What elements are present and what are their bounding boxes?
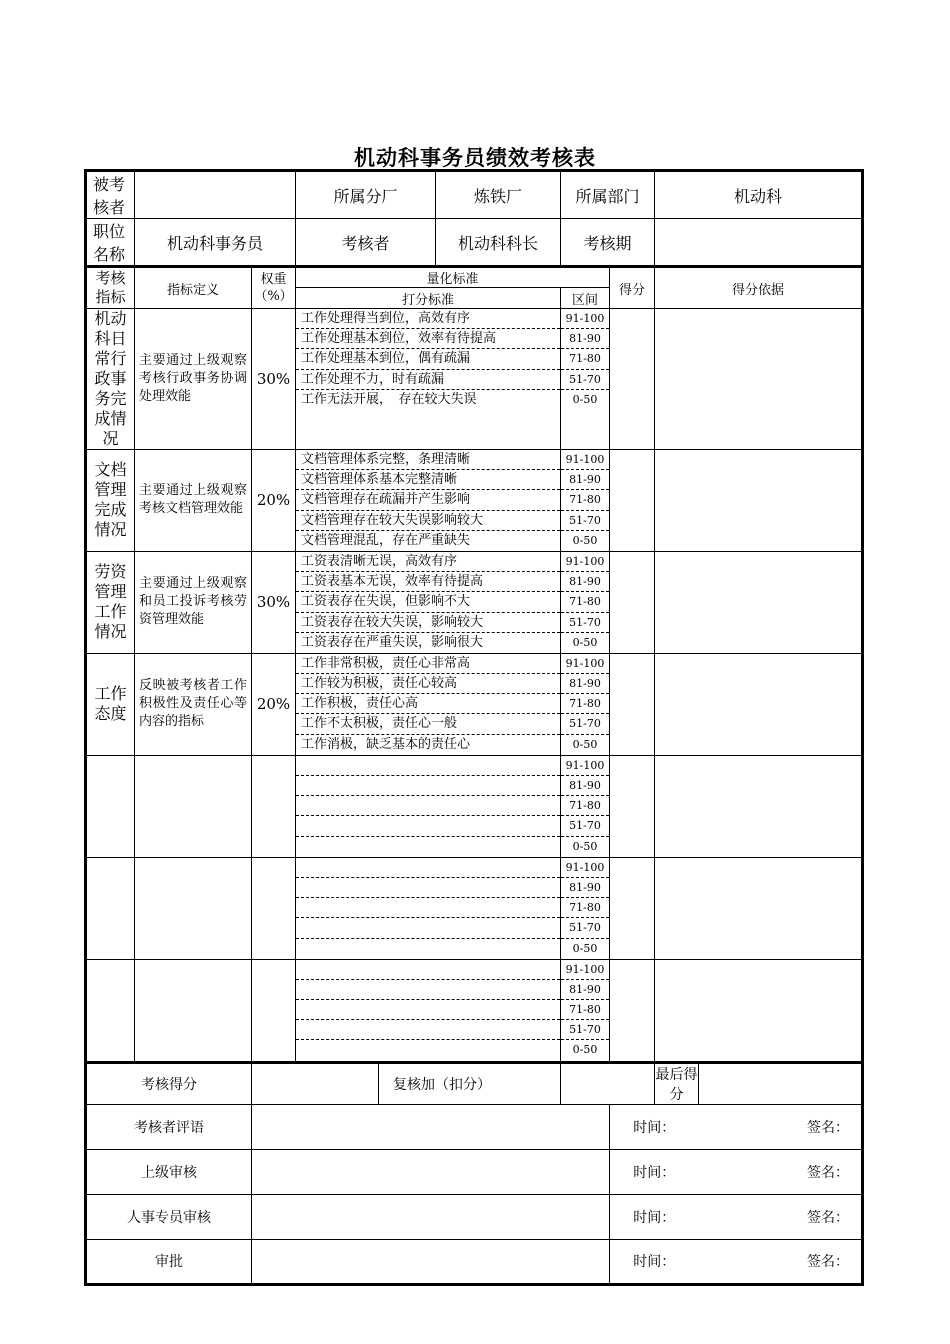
standard-line: 文档管理体系完整，条理清晰: [296, 450, 560, 470]
score-cell[interactable]: [610, 959, 655, 1062]
standard-line: [296, 816, 560, 836]
standard-line: 工作非常积极，责任心非常高: [296, 654, 560, 674]
range-value: 51-70: [561, 1020, 609, 1040]
standard-line: 工资表基本无误，效率有待提高: [296, 572, 560, 592]
appraisal-form: [84, 169, 864, 1286]
signature-label: 签名：: [699, 1149, 863, 1194]
final-label: 最后得分: [655, 1062, 699, 1104]
info-value: [135, 171, 296, 219]
standard-line: [296, 1000, 560, 1020]
indicator-row: [86, 959, 863, 1062]
range-column: [561, 450, 610, 552]
standard-line: [296, 960, 560, 980]
standard-line: 文档管理体系基本完整清晰: [296, 470, 560, 490]
range-value: 81-90: [561, 329, 609, 349]
range-value: 51-70: [561, 714, 609, 734]
indicator-name: 工作态度: [86, 653, 135, 755]
range-column: [561, 309, 610, 450]
range-value: 71-80: [561, 1000, 609, 1020]
standard-line: [296, 980, 560, 1000]
approval-label: 人事专员审核: [86, 1194, 252, 1239]
standard-line: 工作无法开展， 存在较大失误: [301, 391, 477, 407]
info-value: 炼铁厂: [436, 171, 561, 219]
standard-line: 文档管理存在较大失误影响较大: [296, 511, 560, 531]
header-score: 得分: [610, 267, 655, 309]
range-value: 71-80: [561, 349, 609, 369]
signature-label: 签名：: [699, 1194, 863, 1239]
standard-line: 工资表存在严重失误，影响很大: [301, 634, 484, 650]
indicator-row: [86, 309, 863, 450]
approval-field[interactable]: [252, 1239, 610, 1284]
range-value: 0-50: [572, 533, 598, 547]
indicator-row: [86, 551, 863, 653]
standard-line: [296, 776, 560, 796]
standard-line: [296, 1040, 560, 1060]
header-basis: 得分依据: [655, 267, 863, 309]
basis-cell[interactable]: [655, 959, 863, 1062]
indicator-row: [86, 857, 863, 959]
range-column: [561, 755, 610, 857]
indicator-row: [86, 653, 863, 755]
approval-field[interactable]: [252, 1104, 610, 1149]
score-cell[interactable]: [610, 653, 655, 755]
range-value: 51-70: [561, 370, 609, 390]
indicator-definition: [135, 959, 252, 1062]
indicator-definition: 主要通过上级观察考核行政事务协调处理效能: [135, 309, 252, 450]
standard-line: [296, 898, 560, 918]
indicator-weight: 30%: [252, 551, 296, 653]
indicator-name: 劳资管理工作情况: [86, 551, 135, 653]
range-column: [561, 857, 610, 959]
range-value: 81-90: [561, 470, 609, 490]
indicator-definition: 主要通过上级观察和员工投诉考核劳资管理效能: [135, 551, 252, 653]
range-value: 0-50: [572, 635, 598, 649]
range-value: 51-70: [561, 918, 609, 938]
approval-label: 审批: [86, 1239, 252, 1284]
score-field[interactable]: [252, 1062, 379, 1104]
page-title: 机动科事务员绩效考核表: [354, 145, 596, 170]
range-value: 91-100: [561, 552, 609, 572]
range-value: 71-80: [561, 490, 609, 510]
range-value: 91-100: [561, 654, 609, 674]
indicator-weight: [252, 857, 296, 959]
range-value: 0-50: [572, 941, 598, 955]
info-value: 机动科科长: [436, 219, 561, 267]
info-label: 所属部门: [561, 171, 655, 219]
score-cell[interactable]: [610, 857, 655, 959]
standard-line: 工作处理不力，时有疏漏: [296, 370, 560, 390]
info-label: 考核者: [296, 219, 436, 267]
range-column: [561, 959, 610, 1062]
range-value: 0-50: [572, 392, 598, 406]
info-value: [655, 219, 863, 267]
standard-line: [296, 858, 560, 878]
range-value: 91-100: [561, 960, 609, 980]
range-value: 81-90: [561, 980, 609, 1000]
basis-cell[interactable]: [655, 551, 863, 653]
standard-line: 工作消极，缺乏基本的责任心: [301, 736, 471, 752]
indicator-definition: 反映被考核者工作积极性及责任心等内容的指标: [135, 653, 252, 755]
standard-line: 工资表存在失误，但影响不大: [296, 592, 560, 612]
range-value: 0-50: [572, 1043, 598, 1057]
time-label: 时间：: [610, 1239, 699, 1284]
signature-label: 签名：: [699, 1104, 863, 1149]
info-label: 职位名称: [86, 219, 135, 267]
approval-label: 考核者评语: [86, 1104, 252, 1149]
info-label: 所属分厂: [296, 171, 436, 219]
standard-line: 工资表清晰无误，高效有序: [296, 552, 560, 572]
scoring-standards: [296, 653, 561, 755]
range-value: 81-90: [561, 572, 609, 592]
range-value: 91-100: [561, 858, 609, 878]
header-range: 区间: [561, 288, 610, 309]
standard-line: 工作积极，责任心高: [296, 694, 560, 714]
header-weight: 权重（%）: [252, 267, 296, 309]
indicator-weight: 20%: [252, 450, 296, 552]
basis-cell[interactable]: [655, 857, 863, 959]
indicator-name: [86, 857, 135, 959]
basis-cell[interactable]: [655, 309, 863, 450]
range-value: 71-80: [561, 592, 609, 612]
range-value: 91-100: [561, 756, 609, 776]
standard-line: 文档管理混乱，存在严重缺失: [301, 532, 471, 548]
range-value: 0-50: [572, 839, 598, 853]
approval-field[interactable]: [252, 1149, 610, 1194]
standard-line: [296, 796, 560, 816]
standard-line: 工作处理得当到位，高效有序: [296, 309, 560, 329]
indicator-row: [86, 755, 863, 857]
indicator-definition: 主要通过上级观察考核文档管理效能: [135, 450, 252, 552]
header-quant: 量化标准: [296, 267, 610, 288]
standard-line: [296, 878, 560, 898]
info-value: 机动科: [655, 171, 863, 219]
final-field[interactable]: [699, 1062, 863, 1104]
indicator-name: 文档管理完成情况: [86, 450, 135, 552]
standard-line: [296, 1020, 560, 1040]
range-value: 51-70: [561, 816, 609, 836]
indicator-name: [86, 755, 135, 857]
range-value: 71-80: [561, 898, 609, 918]
basis-cell[interactable]: [655, 653, 863, 755]
standard-line: [296, 756, 560, 776]
header-definition: 指标定义: [135, 267, 252, 309]
range-value: 71-80: [561, 796, 609, 816]
standard-line: [296, 918, 560, 938]
scoring-standards: [296, 309, 561, 450]
indicator-weight: 30%: [252, 309, 296, 450]
signature-label: 签名：: [699, 1239, 863, 1284]
review-field[interactable]: [561, 1062, 655, 1104]
score-cell[interactable]: [610, 450, 655, 552]
standard-line: 工作处理基本到位，效率有待提高: [296, 329, 560, 349]
info-label: 被考核者: [86, 171, 135, 219]
header-scoring: 打分标准: [296, 288, 561, 309]
time-label: 时间：: [610, 1104, 699, 1149]
standard-line: 文档管理存在疏漏并产生影响: [296, 490, 560, 510]
range-value: 81-90: [561, 878, 609, 898]
indicator-weight: 20%: [252, 653, 296, 755]
scoring-standards: [296, 857, 561, 959]
range-value: 81-90: [561, 776, 609, 796]
standard-line: 工作不太积极，责任心一般: [296, 714, 560, 734]
indicator-row: [86, 450, 863, 552]
approval-label: 上级审核: [86, 1149, 252, 1194]
range-value: 51-70: [561, 613, 609, 633]
standard-line: 工资表存在较大失误，影响较大: [296, 613, 560, 633]
scoring-standards: [296, 450, 561, 552]
range-value: 0-50: [572, 737, 598, 751]
range-value: 91-100: [561, 309, 609, 329]
basis-cell[interactable]: [655, 450, 863, 552]
indicator-definition: [135, 755, 252, 857]
score-cell[interactable]: [610, 551, 655, 653]
score-cell[interactable]: [610, 309, 655, 450]
indicator-name: 机动科日常行政事务完成情况: [86, 309, 135, 450]
info-value: 机动科事务员: [135, 219, 296, 267]
indicator-weight: [252, 959, 296, 1062]
standard-line: [296, 837, 560, 857]
review-label: 复核加（扣分）: [379, 1062, 561, 1104]
range-value: 91-100: [561, 450, 609, 470]
score-label: 考核得分: [86, 1062, 252, 1104]
range-value: 81-90: [561, 674, 609, 694]
standard-line: 工作较为积极，责任心较高: [296, 674, 560, 694]
scoring-standards: [296, 551, 561, 653]
range-column: [561, 653, 610, 755]
standard-line: 工作处理基本到位，偶有疏漏: [296, 349, 560, 369]
scoring-standards: [296, 959, 561, 1062]
indicator-name: [86, 959, 135, 1062]
range-value: 51-70: [561, 511, 609, 531]
range-value: 71-80: [561, 694, 609, 714]
score-cell[interactable]: [610, 755, 655, 857]
basis-cell[interactable]: [655, 755, 863, 857]
time-label: 时间：: [610, 1194, 699, 1239]
approval-field[interactable]: [252, 1194, 610, 1239]
indicator-definition: [135, 857, 252, 959]
standard-line: [296, 939, 560, 959]
range-column: [561, 551, 610, 653]
scoring-standards: [296, 755, 561, 857]
time-label: 时间：: [610, 1149, 699, 1194]
header-indicator: 考核指标: [86, 267, 135, 309]
indicator-weight: [252, 755, 296, 857]
info-label: 考核期: [561, 219, 655, 267]
